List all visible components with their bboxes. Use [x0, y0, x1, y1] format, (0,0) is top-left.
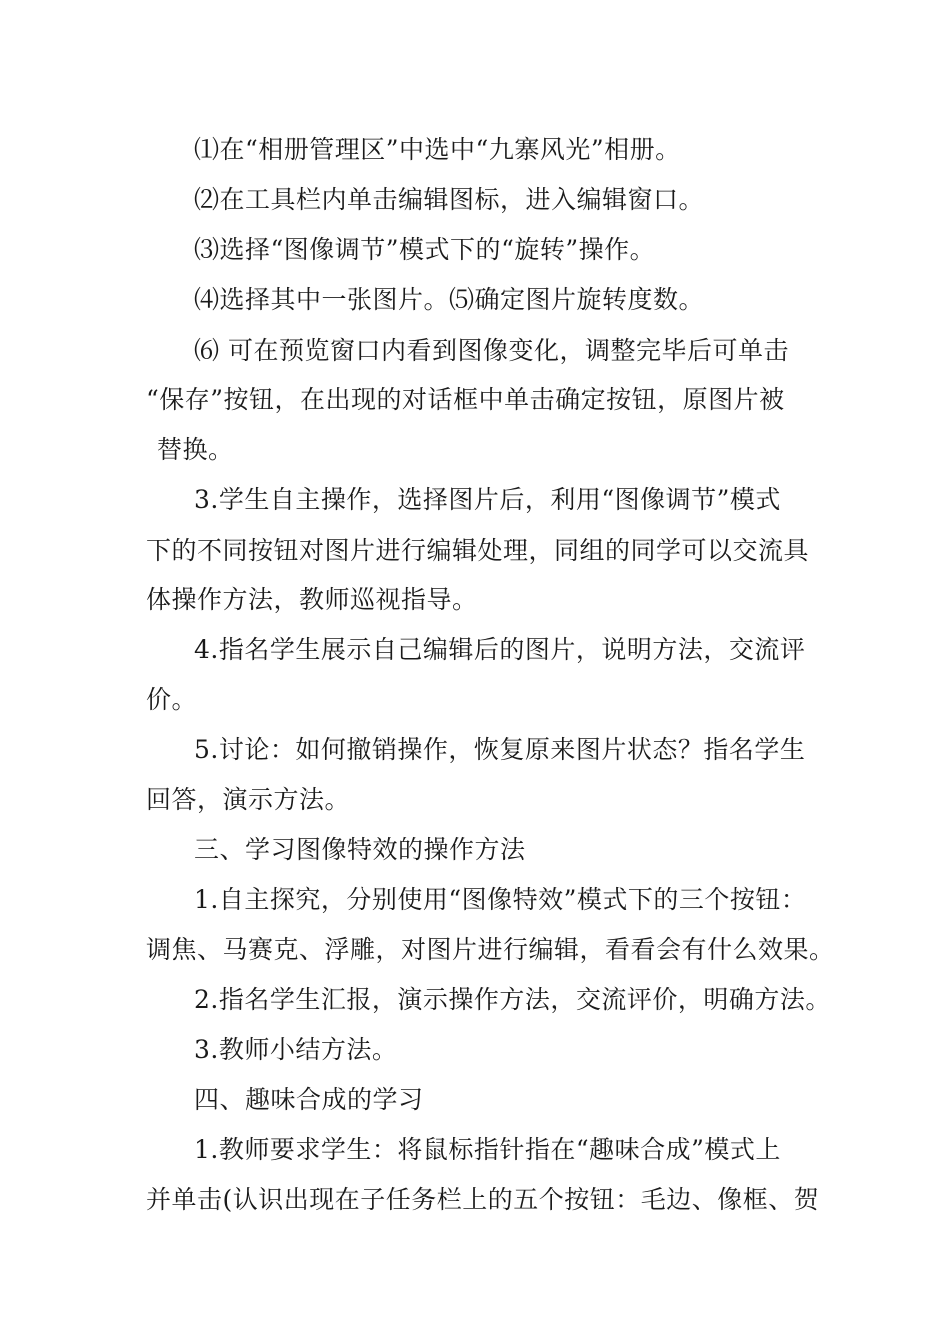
section-heading-4: 四、趣味合成的学习	[194, 1085, 424, 1114]
text-line-3: ⑶选择“图像调节”模式下的“旋转”操作。	[194, 235, 656, 264]
text-line-8: 3.学生自主操作，选择图片后，利用“图像调节”模式	[194, 485, 781, 514]
text-line-9: 下的不同按钮对图片进行编辑处理，同组的同学可以交流具	[146, 536, 810, 565]
text-line-7: 替换。	[157, 435, 234, 464]
text-line-18: 2.指名学生汇报，演示操作方法，交流评价，明确方法。	[194, 985, 831, 1014]
text-line-5: ⑹ 可在预览窗口内看到图像变化，调整完毕后可单击	[194, 336, 789, 365]
text-line-13: 5.讨论：如何撤销操作，恢复原来图片状态？指名学生	[194, 735, 806, 764]
text-line-1: ⑴在“相册管理区”中选中“九寨风光”相册。	[194, 135, 681, 164]
section-heading-3: 三、学习图像特效的操作方法	[194, 835, 526, 864]
text-line-22: 并单击(认识出现在子任务栏上的五个按钮：毛边、像框、贺	[146, 1185, 820, 1214]
text-line-12: 价。	[146, 685, 198, 714]
text-line-19: 3.教师小结方法。	[194, 1035, 398, 1064]
text-line-11: 4.指名学生展示自己编辑后的图片，说明方法，交流评	[194, 635, 806, 664]
text-line-2: ⑵在工具栏内单击编辑图标，进入编辑窗口。	[194, 185, 705, 214]
text-line-4: ⑷选择其中一张图片。⑸确定图片旋转度数。	[194, 285, 705, 314]
text-line-21: 1.教师要求学生：将鼠标指针指在“趣味合成”模式上	[194, 1135, 781, 1164]
text-line-14: 回答，演示方法。	[146, 785, 351, 814]
text-line-17: 调焦、马赛克、浮雕，对图片进行编辑，看看会有什么效果。	[146, 935, 835, 964]
text-line-6: “保存”按钮，在出现的对话框中单击确定按钮，原图片被	[146, 385, 785, 414]
text-line-16: 1.自主探究，分别使用“图像特效”模式下的三个按钮：	[194, 885, 807, 914]
text-line-10: 体操作方法，教师巡视指导。	[146, 585, 478, 614]
